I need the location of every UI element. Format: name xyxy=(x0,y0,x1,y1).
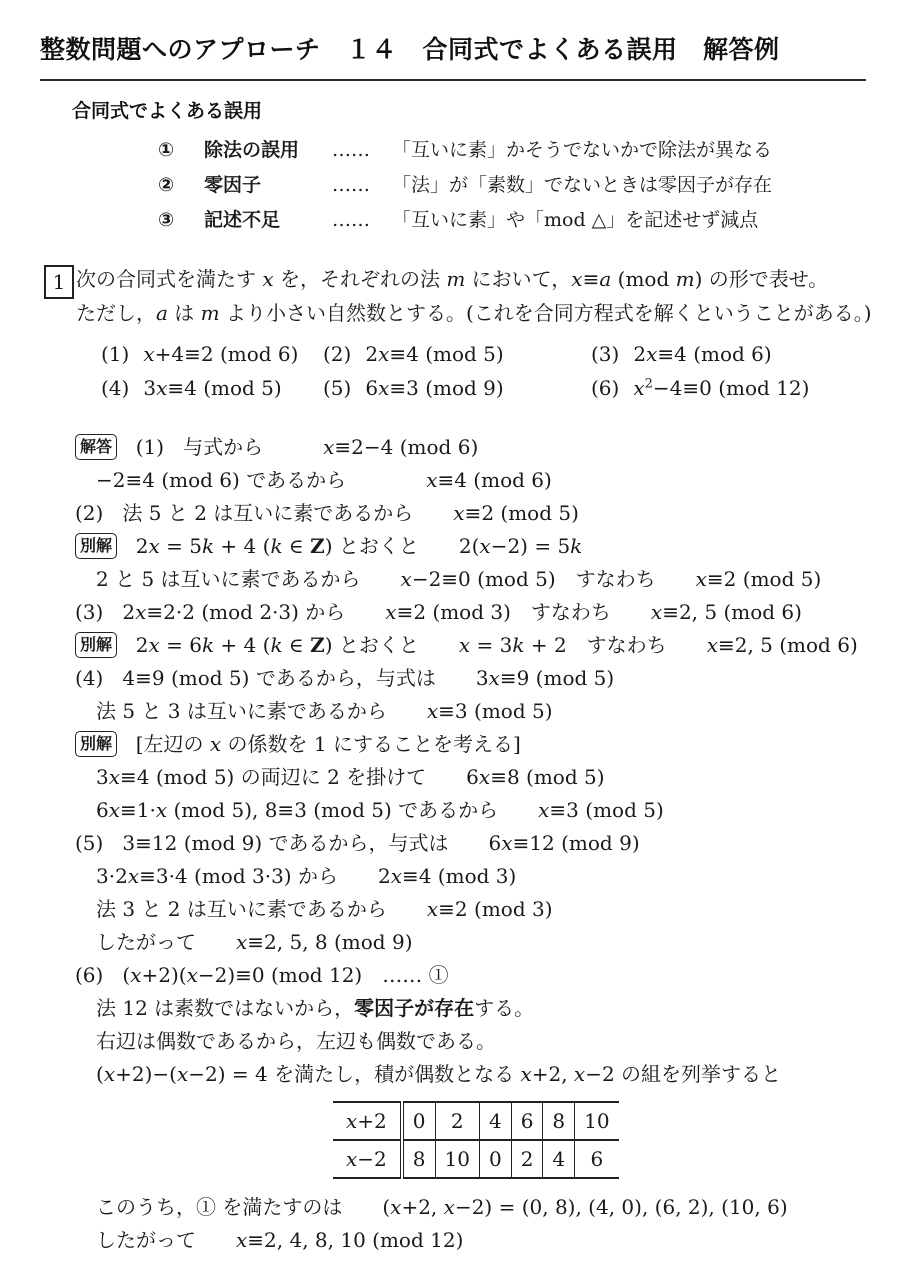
problem-item-row xyxy=(101,371,906,405)
boxed-label: 別解 xyxy=(75,731,117,757)
problem-item-row xyxy=(101,337,906,371)
bold-emphasis: 零因子が存在 xyxy=(354,996,475,1020)
math-variable: k xyxy=(270,633,283,657)
math-segment: ≡12 (mod 9) xyxy=(512,831,640,855)
title-divider xyxy=(40,79,866,81)
math-segment: ≡2 (mod 5) xyxy=(706,567,822,591)
solution-line xyxy=(75,761,906,794)
math-variable: k xyxy=(201,633,215,657)
math-segment: 2 xyxy=(365,342,379,366)
math-segment: (1) xyxy=(123,435,184,459)
solution-line xyxy=(75,1224,906,1257)
math-segment xyxy=(346,468,426,492)
math-segment: ≡ xyxy=(582,267,600,291)
math-segment: 3 xyxy=(435,666,489,690)
math-segment: ∈ xyxy=(282,633,311,657)
text-segment: の両辺に 2 を掛けて xyxy=(240,765,427,789)
math-segment: ≡2−4 (mod 6) xyxy=(334,435,479,459)
text-segment: …… ① xyxy=(362,963,449,987)
math-segment: = 5 xyxy=(159,534,202,558)
table-cell: 10 xyxy=(435,1140,479,1178)
boxed-label: 別解 xyxy=(75,533,117,559)
math-segment: +2, xyxy=(531,1062,574,1086)
math-segment: (2) xyxy=(75,501,123,525)
text-segment: 法 5 と 2 は互いに素であるから xyxy=(122,501,414,525)
solution-line xyxy=(75,827,906,860)
math-segment: ) xyxy=(694,267,709,291)
math-segment: ≡2 (mod 3) xyxy=(396,600,511,624)
math-segment xyxy=(361,567,401,591)
circled-number: ③ xyxy=(158,209,175,231)
math-segment: ≡3 (mod 5) xyxy=(549,798,664,822)
solution-line xyxy=(75,695,906,728)
circled-number: ② xyxy=(158,174,175,196)
table-cell: 2 xyxy=(435,1102,479,1140)
math-variable: m xyxy=(200,301,220,325)
math-segment: +2 xyxy=(357,1109,387,1133)
misuse-summary-section xyxy=(72,96,906,238)
math-segment: −2) = (0, 8), (4, 0), (6, 2), (10, 6) xyxy=(454,1195,788,1219)
math-segment xyxy=(387,699,427,723)
math-segment: (mod xyxy=(611,267,676,291)
math-segment xyxy=(263,435,323,459)
item-number: (4) xyxy=(101,376,130,400)
math-segment: = 6 xyxy=(159,633,202,657)
text-segment: を，それぞれの法 xyxy=(273,267,447,291)
math-segment: ≡4 (mod 3) xyxy=(401,864,517,888)
solution-line xyxy=(75,860,906,893)
math-variable: x xyxy=(571,267,583,291)
math-segment: (5) 3≡12 (mod 9) xyxy=(75,831,269,855)
math-variable: k xyxy=(512,633,525,657)
math-segment: ≡2, 5 (mod 6) xyxy=(662,600,802,624)
math-variable: x xyxy=(176,1062,189,1086)
text-segment: とおくと xyxy=(338,534,419,558)
math-variable: x xyxy=(443,1195,455,1219)
solution-line xyxy=(75,893,906,926)
math-variable: x xyxy=(458,633,471,657)
solution-line xyxy=(75,596,906,629)
math-variable: x xyxy=(426,699,439,723)
math-variable: a xyxy=(599,267,612,291)
math-segment xyxy=(413,501,453,525)
solution-line xyxy=(75,497,906,530)
math-variable: x xyxy=(156,376,168,400)
misuse-description: 「互いに素」や「mod △」を記述せず減点 xyxy=(392,209,759,231)
math-segment: −2≡4 (mod 6) xyxy=(96,468,247,492)
math-segment: −2) = 5 xyxy=(490,534,571,558)
circled-number: ① xyxy=(158,139,175,161)
math-variable: x xyxy=(633,376,645,400)
item-number: (1) xyxy=(101,342,130,366)
math-variable: x xyxy=(143,342,155,366)
math-segment xyxy=(123,732,136,756)
text-segment: の係数を 1 にすることを考える] xyxy=(221,732,521,756)
solution-line xyxy=(75,530,906,563)
math-segment: ≡2, 4, 8, 10 (mod 12) xyxy=(247,1228,464,1252)
misuse-list-item xyxy=(158,133,906,168)
math-segment: ≡3 (mod 9) xyxy=(389,376,504,400)
math-segment: ) xyxy=(324,633,339,657)
math-variable: x xyxy=(479,534,491,558)
math-variable: x xyxy=(186,963,198,987)
problem-block xyxy=(44,262,906,405)
math-segment: (3) 2 xyxy=(75,600,136,624)
math-segment: 3 xyxy=(96,765,109,789)
math-variable: x xyxy=(695,567,707,591)
leader-dots: …… xyxy=(332,174,370,196)
math-segment: ≡3 (mod 5) xyxy=(438,699,553,723)
math-segment: ≡4 (mod 6) xyxy=(437,468,552,492)
text-segment: において， xyxy=(465,267,572,291)
solution-line xyxy=(75,794,906,827)
math-variable: x xyxy=(130,963,142,987)
math-segment: 2 xyxy=(123,534,149,558)
problem-body xyxy=(76,262,906,405)
math-segment: ≡2, 5 (mod 6) xyxy=(717,633,858,657)
math-variable: x xyxy=(650,600,663,624)
math-segment: −2) = 4 xyxy=(188,1062,275,1086)
solution-line xyxy=(75,1025,906,1058)
solution-line xyxy=(75,959,906,992)
item-number: (6) xyxy=(591,376,620,400)
math-segment xyxy=(196,1228,236,1252)
statement-line xyxy=(76,296,906,330)
math-variable: x xyxy=(148,633,160,657)
math-variable: x xyxy=(538,798,550,822)
math-bold-symbol: Z xyxy=(310,534,325,558)
text-segment: とおくと xyxy=(338,633,419,657)
math-segment: 2 xyxy=(123,633,149,657)
table-row-label xyxy=(333,1140,402,1178)
math-segment xyxy=(498,798,538,822)
math-variable: x xyxy=(390,1195,402,1219)
text-segment: する。 xyxy=(474,996,535,1020)
math-variable: k xyxy=(201,534,215,558)
item-number: (5) xyxy=(323,376,352,400)
problem-item xyxy=(101,337,323,371)
math-segment: + 2 xyxy=(524,633,567,657)
math-variable: x xyxy=(453,501,465,525)
math-variable: x xyxy=(346,1109,358,1133)
item-number: (3) xyxy=(591,342,620,366)
table-cell: 2 xyxy=(511,1140,543,1178)
pair-enumeration-table xyxy=(333,1101,619,1179)
text-segment: から xyxy=(305,600,346,624)
text-segment: であるから xyxy=(246,468,347,492)
problem-item xyxy=(323,371,591,405)
problem-item xyxy=(323,337,591,371)
page-title: 整数問題へのアプローチ １４ 合同式でよくある誤用 解答例 xyxy=(40,35,780,64)
table-cell: 8 xyxy=(412,1147,426,1171)
text-segment: より小さい自然数とする。(これを合同方程式を解くということがある。) xyxy=(219,301,872,325)
math-variable: a xyxy=(156,301,168,325)
text-segment: 与式から xyxy=(183,435,264,459)
math-segment: + 4 ( xyxy=(214,633,271,657)
math-variable: x xyxy=(520,1062,532,1086)
math-variable: x xyxy=(209,732,222,756)
problem-statement xyxy=(76,262,906,330)
table-row xyxy=(333,1140,619,1178)
math-segment: + 4 ( xyxy=(214,534,271,558)
math-segment: 6 xyxy=(426,765,479,789)
text-segment: は xyxy=(167,301,201,325)
table-cell: 4 xyxy=(479,1102,511,1140)
math-segment: ≡9 (mod 5) xyxy=(499,666,615,690)
table-cell: 6 xyxy=(575,1140,619,1178)
text-segment: このうち，① を満たすのは xyxy=(96,1195,343,1219)
text-segment: であるから xyxy=(398,798,499,822)
solution-lines xyxy=(75,431,906,1091)
math-segment: 2 xyxy=(633,342,647,366)
misuse-summary-heading: 合同式でよくある誤用 xyxy=(72,100,263,122)
text-segment: [左辺の xyxy=(135,732,210,756)
math-segment: +4≡2 (mod 6) xyxy=(154,342,299,366)
table-row-label xyxy=(333,1102,402,1140)
solution-line xyxy=(75,926,906,959)
math-segment: 6 xyxy=(365,376,379,400)
misuse-label: 除法の誤用 xyxy=(204,139,300,161)
solution-line xyxy=(75,1058,906,1091)
leader-dots: …… xyxy=(332,209,370,231)
text-segment: を満たし，積が偶数となる xyxy=(274,1062,521,1086)
solution-lines-after-table xyxy=(75,1191,906,1257)
math-variable: x xyxy=(646,342,658,366)
math-segment xyxy=(419,633,459,657)
math-variable: x xyxy=(108,765,121,789)
table-cell: 0 xyxy=(412,1109,426,1133)
text-segment: すなわち xyxy=(555,567,696,591)
problem-item xyxy=(101,371,323,405)
math-segment: = 3 xyxy=(470,633,513,657)
math-variable: x xyxy=(385,600,397,624)
solution-line xyxy=(75,662,906,695)
math-variable: k xyxy=(570,534,583,558)
math-segment: ≡4 (mod 5) xyxy=(120,765,241,789)
math-segment: +2, xyxy=(401,1195,444,1219)
math-variable: x xyxy=(390,864,402,888)
math-variable: x xyxy=(103,1062,116,1086)
math-segment: ≡4 (mod 5) xyxy=(389,342,504,366)
math-segment: −2 xyxy=(585,1062,622,1086)
math-segment: (4) 4≡9 (mod 5) xyxy=(75,666,256,690)
solution-line xyxy=(75,1191,906,1224)
math-variable: x xyxy=(323,435,335,459)
math-variable: x xyxy=(155,798,168,822)
text-segment: の組を列挙すると xyxy=(621,1062,782,1086)
math-variable: x xyxy=(426,897,439,921)
statement-line xyxy=(76,262,906,296)
math-variable: x xyxy=(378,342,390,366)
misuse-list-item xyxy=(158,168,906,203)
math-segment: ) xyxy=(324,534,339,558)
math-segment: −2)≡0 (mod 12) xyxy=(197,963,363,987)
problem-item xyxy=(591,337,772,371)
math-variable: x xyxy=(262,267,274,291)
math-segment: ≡4 (mod 6) xyxy=(657,342,772,366)
math-variable: x xyxy=(127,864,140,888)
solution-line xyxy=(75,992,906,1025)
text-segment: 法 5 と 3 は互いに素であるから xyxy=(96,699,387,723)
math-segment: −4≡0 (mod 12) xyxy=(652,376,810,400)
math-segment: ≡2 (mod 3) xyxy=(438,897,553,921)
math-segment xyxy=(419,534,459,558)
text-segment: 次の合同式を満たす xyxy=(76,267,263,291)
solution-line xyxy=(75,629,906,662)
table-cell: 10 xyxy=(575,1102,619,1140)
boxed-label: 解答 xyxy=(75,434,117,460)
math-segment: 2( xyxy=(458,534,480,558)
math-variable: x xyxy=(236,930,248,954)
math-segment: 3·2 xyxy=(96,864,128,888)
solution-line xyxy=(75,563,906,596)
math-superscript: 2 xyxy=(644,376,653,392)
math-variable: x xyxy=(573,1062,586,1086)
math-segment: +2)( xyxy=(141,963,187,987)
text-segment: の形で表せ。 xyxy=(708,267,829,291)
table-cell: 6 xyxy=(511,1102,543,1140)
text-segment: から xyxy=(297,864,338,888)
math-variable: x xyxy=(148,534,160,558)
math-segment: 6 xyxy=(448,831,502,855)
math-segment: ≡2·2 (mod 2·3) xyxy=(146,600,306,624)
math-segment: ≡2 (mod 5) xyxy=(464,501,579,525)
text-segment: であるから，与式は xyxy=(268,831,449,855)
math-segment: ≡2, 5, 8 (mod 9) xyxy=(247,930,413,954)
math-variable: x xyxy=(236,1228,248,1252)
math-segment: ( xyxy=(342,1195,391,1219)
text-segment: したがって xyxy=(96,930,196,954)
misuse-label: 記述不足 xyxy=(204,209,281,231)
text-segment: ただし， xyxy=(76,301,156,325)
table-cell: 0 xyxy=(479,1140,511,1178)
solution-line xyxy=(75,728,906,761)
math-segment: ( xyxy=(96,1062,104,1086)
math-segment: ≡3·4 (mod 3·3) xyxy=(139,864,298,888)
math-segment xyxy=(345,600,385,624)
math-segment: (mod 5), 8≡3 (mod 5) xyxy=(167,798,399,822)
math-segment: ≡8 (mod 5) xyxy=(490,765,605,789)
math-segment: ≡4 (mod 5) xyxy=(167,376,282,400)
boxed-label: 別解 xyxy=(75,632,117,658)
math-segment: −2≡0 (mod 5) xyxy=(411,567,556,591)
solution-block xyxy=(75,431,906,1257)
math-segment xyxy=(196,930,236,954)
text-segment: したがって xyxy=(96,1228,196,1252)
misuse-list xyxy=(72,133,906,238)
text-segment: 2 と 5 は互いに素であるから xyxy=(96,567,361,591)
misuse-description: 「互いに素」かそうでないかで除法が異なる xyxy=(392,139,773,161)
text-segment: であるから，与式は xyxy=(255,666,436,690)
misuse-description: 「法」が「素数」でないときは零因子が存在 xyxy=(392,174,773,196)
text-segment: 法 12 は素数ではないから， xyxy=(96,996,355,1020)
math-segment: (6) ( xyxy=(75,963,131,987)
math-variable: x xyxy=(706,633,718,657)
solution-line xyxy=(75,431,906,464)
math-variable: m xyxy=(446,267,466,291)
misuse-list-item xyxy=(158,203,906,238)
math-variable: x xyxy=(400,567,412,591)
item-number: (2) xyxy=(323,342,352,366)
table-cell: 4 xyxy=(543,1140,575,1178)
text-segment: 法 3 と 2 は互いに素であるから xyxy=(96,897,387,921)
math-segment: +2)−( xyxy=(115,1062,177,1086)
text-segment: すなわち xyxy=(510,600,651,624)
text-segment: すなわち xyxy=(566,633,707,657)
text-segment: 右辺は偶数であるから，左辺も偶数である。 xyxy=(96,1029,496,1053)
table-cell: 8 xyxy=(543,1102,575,1140)
math-variable: x xyxy=(501,831,513,855)
math-segment: 6 xyxy=(96,798,109,822)
math-variable: x xyxy=(488,666,500,690)
math-variable: x xyxy=(346,1147,358,1171)
problem-item xyxy=(591,371,809,405)
leader-dots: …… xyxy=(332,139,370,161)
problem-items xyxy=(76,337,906,405)
math-bold-symbol: Z xyxy=(310,633,325,657)
math-segment: 3 xyxy=(143,376,157,400)
math-segment: ≡1· xyxy=(120,798,156,822)
table-row xyxy=(333,1102,619,1140)
math-variable: m xyxy=(675,267,695,291)
math-segment: ∈ xyxy=(282,534,311,558)
math-segment: −2 xyxy=(357,1147,387,1171)
math-variable: x xyxy=(135,600,147,624)
solution-line xyxy=(75,464,906,497)
math-variable: x xyxy=(426,468,438,492)
math-segment xyxy=(387,897,427,921)
problem-number-box: 1 xyxy=(44,265,74,299)
math-variable: x xyxy=(478,765,491,789)
math-variable: x xyxy=(108,798,121,822)
math-variable: x xyxy=(378,376,390,400)
misuse-label: 零因子 xyxy=(204,174,262,196)
math-variable: k xyxy=(270,534,283,558)
math-segment: 2 xyxy=(337,864,391,888)
